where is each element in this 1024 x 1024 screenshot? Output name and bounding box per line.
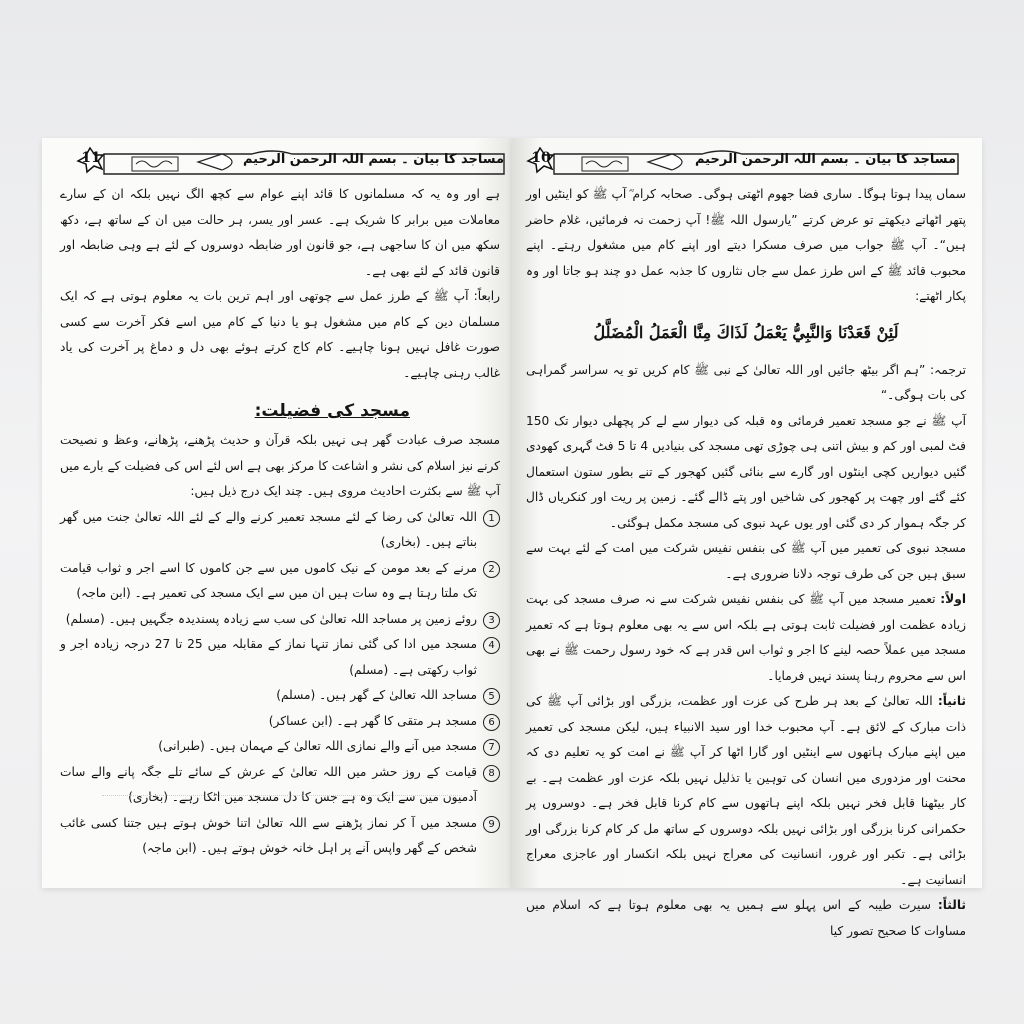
- section-heading: مسجد کی فضیلت:: [254, 401, 410, 421]
- point-text: تعمیر مسجد میں آپ ﷺ کی بنفس نفیس شرکت سے نہ صرف مسجد کی بہت زیادہ عظمت اور فضیلت ثابت ہوتی ہے بلکہ اس سے یہ بھی معلوم ہوتا ہے کہ تعمیر مسجد میں عملاً حصہ لینے کا اجر و ثواب اس قدر ہے کہ خود رسول رحمت ﷺ نے بھی اس سے محروم رہنا پسند نہیں فرمایا۔: [526, 592, 966, 683]
- point-label: اولاً:: [940, 592, 966, 606]
- point-text: سیرت طیبہ کے اس پہلو سے ہمیں یہ بھی معلوم ہوتا ہے کہ اسلام میں مساوات کا صحیح تصور کیا: [526, 898, 966, 938]
- page-left: [42, 138, 512, 888]
- header-title: مساجد کا بیان ۔ بسم اللہ الرحمن الرحیم: [694, 152, 956, 167]
- page-number: 10: [531, 150, 551, 166]
- arabic-verse: لَئِنْ قَعَدْنَا وَالنَّبِيُّ يَعْمَلُ لَذَاكَ مِنَّا الْعَمَلُ الْمُضَلَّلُ: [593, 322, 899, 342]
- paragraph: مسجد نبوی کی تعمیر میں آپ ﷺ کی بنفس نفیس شرکت میں امت کے لئے بہت سے سبق ہیں جن کی طرف توجہ دلانا ضروری ہے۔: [526, 541, 966, 581]
- list-item: [60, 632, 500, 683]
- page-header: [72, 144, 512, 178]
- item-number: 4: [483, 637, 500, 654]
- item-number: 7: [483, 739, 500, 756]
- paragraph: ہے اور وہ یہ کہ مسلمانوں کا قائد اپنے عوام سے کچھ الگ نہیں بلکہ ان کے سارے معاملات میں برابر کا شریک ہے۔ عسر اور یسر، ہر حالت میں ان کے ساتھ ہے، دکھ سکھ میں ان کا ساجھی ہے، جو قانون اور ضابطہ دوسروں کے لئے ہے وہی ضابطہ اور قانون قائد کے لئے بھی ہے۔: [60, 187, 500, 278]
- bleed-through-rule: [102, 795, 462, 796]
- item-number: 6: [483, 714, 500, 731]
- point-paragraph: [526, 689, 966, 893]
- paragraph: آپ ﷺ نے جو مسجد تعمیر فرمائی وہ قبلہ کی دیوار سے لے کر پچھلی دیوار تک 150 فٹ لمبی اور کم و بیش اتنی ہی چوڑی تھی مسجد کی بنیادیں 4 تا 5 فٹ گہری کھودی گئیں دیواریں کچی اینٹوں اور گارے سے بنائی گئیں کھجور کے تنے بطور ستون استعمال کئے گئے اور چھت پر کھجور کی شاخیں اور پتے ڈالے گئے۔ زمین پر ریت اور کنکریاں ڈال کر جگہ ہموار کر دی گئی اور یوں عہد نبوی کی مسجد مکمل ہوگئی۔: [526, 413, 966, 530]
- item-text: اللہ تعالیٰ کی رضا کے لئے مسجد تعمیر کرنے والے کے لئے اللہ تعالیٰ جنت میں گھر بناتے ہیں۔ (بخاری): [60, 509, 477, 549]
- point-label: ثالثاً:: [937, 898, 966, 912]
- open-book: [42, 138, 982, 938]
- list-item: [60, 505, 500, 556]
- point-label: ثانیاً:: [937, 694, 967, 708]
- item-number: 3: [483, 612, 500, 629]
- list-item: [60, 607, 500, 633]
- paragraph: مسجد صرف عبادت گھر ہی نہیں بلکہ قرآن و حدیث پڑھنے، پڑھانے، وعظ و نصیحت کرنے نیز اسلام کی نشر و اشاعت کا مرکز بھی ہے اس لئے اس کی فضیلت کے بارے میں آپ ﷺ سے بکثرت احادیث مروی ہیں۔ چند ایک درج ذیل ہیں:: [60, 433, 500, 498]
- page-right: [512, 138, 982, 938]
- paragraph: سماں پیدا ہوتا ہوگا۔ ساری فضا جھوم اٹھتی ہوگی۔ صحابہ کرام ؓ آپ ﷺ کو اینٹیں اور پتھر اٹھاتے دیکھتے تو عرض کرتے ”یارسول اللہ ﷺ! آپ زحمت نہ فرمائیں، غلام حاضر ہیں“۔ آپ ﷺ جواب میں صرف مسکرا دیتے اور اپنے کام میں مشغول رہتے۔ اپنے محبوب قائد ﷺ کے اس طرز عمل سے جاں نثاروں کا جذبہ عمل دو چند ہو جاتا اور وہ پکار اٹھتے:: [526, 187, 966, 303]
- list-item: [60, 556, 500, 607]
- item-text: مسجد میں آنے والے نمازی اللہ تعالیٰ کے مہمان ہیں۔ (طبرانی): [158, 739, 477, 753]
- item-text: قیامت کے روز حشر میں اللہ تعالیٰ کے عرش کے سائے تلے جگہ پانے والے سات آدمیوں میں سے ایک وہ ہے جس کا دل مسجد میں اٹکا رہے۔ (بخاری): [60, 764, 477, 804]
- item-number: 1: [483, 510, 500, 527]
- item-number: 9: [483, 816, 500, 833]
- item-text: مساجد اللہ تعالیٰ کے گھر ہیں۔ (مسلم): [276, 688, 477, 702]
- point-text: اللہ تعالیٰ کے بعد ہر طرح کی عزت اور عظمت، بزرگی اور بڑائی آپ ﷺ کی ذات مبارک کے لائق ہے۔ آپ محبوب خدا اور سید الانبیاء ہیں، لیکن مسجد کی تعمیر میں اپنے مبارک ہاتھوں سے اینٹیں اور گارا اٹھا کر آپ ﷺ نے امت کو یہ تعلیم دی کہ محنت اور مزدوری میں انسان کی توہین یا تذلیل نہیں بلکہ عزت اور عظمت ہے۔ بے کار بیٹھنا قابل فخر نہیں بلکہ اپنے ہاتھوں سے کام کرنا قابل فخر ہے۔ دوسروں پر حکمرانی کرنا بزرگی اور بڑائی نہیں بلکہ دوسروں کے ساتھ مل کر کام کرنا بزرگی اور بڑائی ہے۔ تکبر اور غرور، انسانیت کی معراج نہیں بلکہ انکسار اور عاجزی معراج انسانیت ہے۔: [526, 694, 966, 887]
- item-number: 8: [483, 765, 500, 782]
- list-item: [60, 811, 500, 862]
- translation: ترجمہ: ”ہم اگر بیٹھ جائیں اور اللہ تعالیٰ کے نبی ﷺ کام کریں تو یہ سراسر گمراہی کی بات ہوگی۔“: [526, 362, 966, 402]
- page-number: 11: [81, 150, 101, 166]
- page-body: [526, 182, 966, 944]
- point-paragraph: [526, 587, 966, 689]
- page-body: [60, 182, 500, 862]
- item-text: مسجد میں آ کر نماز پڑھنے سے اللہ تعالیٰ اتنا خوش ہوتے ہیں جتنا کسی غائب شخص کے گھر واپس آنے پر اہل خانہ خوش ہوتے ہیں۔ (ابن ماجہ): [60, 815, 477, 855]
- list-item: [60, 734, 500, 760]
- point-paragraph: [526, 893, 966, 944]
- item-number: 5: [483, 688, 500, 705]
- list-item: [60, 760, 500, 811]
- list-item: [60, 709, 500, 735]
- list-item: [60, 683, 500, 709]
- item-text: روئے زمین پر مساجد اللہ تعالیٰ کی سب سے زیادہ پسندیدہ جگہیں ہیں۔ (مسلم): [65, 611, 477, 626]
- item-text: مسجد ہر متقی کا گھر ہے۔ (ابن عساکر): [268, 713, 477, 728]
- item-text: مرنے کے بعد مومن کے نیک کاموں میں سے جن کاموں کا اسے اجر و ثواب قیامت تک ملتا رہتا ہے وہ سات ہیں ان میں سے ایک مسجد کی تعمیر ہے۔ (ابن ماجہ): [60, 560, 477, 600]
- item-text: مسجد میں ادا کی گئی نماز تنہا نماز کے مقابلہ میں 25 تا 27 درجہ زیادہ اجر و ثواب رکھتی ہے۔ (مسلم): [60, 637, 477, 677]
- paragraph: رابعاً: آپ ﷺ کے طرز عمل سے چوتھی اور اہم ترین بات یہ معلوم ہوتی ہے کہ ایک مسلمان دین کے کام میں مشغول ہو یا دنیا کے کام میں اسے فکر آخرت سے کسی صورت غافل نہیں ہونا چاہیے۔ کام کاج کرتے ہوئے بھی دل و دماغ پر آخرت کی یاد غالب رہنی چاہیے۔: [60, 289, 500, 380]
- item-number: 2: [483, 561, 500, 578]
- header-title: مساجد کا بیان ۔ بسم اللہ الرحمن الرحیم: [242, 152, 504, 167]
- page-header: [522, 144, 962, 178]
